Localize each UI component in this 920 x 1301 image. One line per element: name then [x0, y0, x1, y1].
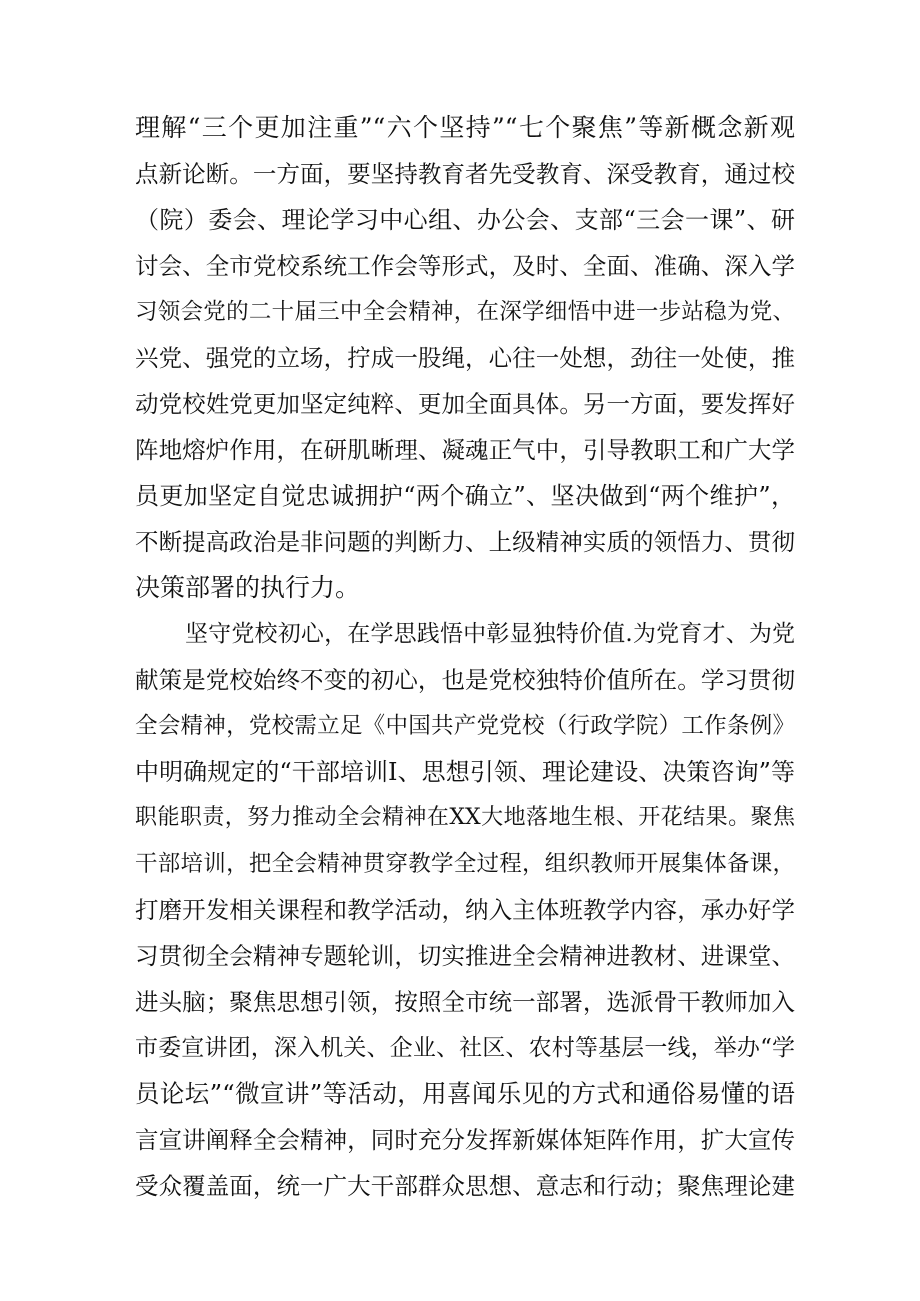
- text-line: 全会精神，党校需立足《中国共产党党校（行政学院）工作条例》: [135, 713, 795, 739]
- text-line: 动党校姓党更加坚定纯粹、更加全面具体。另一方面，要发挥好: [135, 390, 795, 418]
- text-line: 打磨开发相关课程和教学活动，纳入主体班教学内容，承办好学: [135, 896, 795, 924]
- text-line: 干部培训，把全会精神贯穿教学全过程，组织教师开展集体备课，: [135, 851, 795, 877]
- text-line: 讨会、全市党校系统工作会等形式，及时、全面、准确、深入学: [135, 252, 795, 280]
- text-line: 阵地熔炉作用，在研肌晰理、凝魂正气中，引导教职工和广大学: [135, 436, 795, 464]
- text-line: 市委宣讲团，深入机关、企业、社区、农村等基层一线，举办“学: [135, 1035, 795, 1061]
- text-line: 习领会党的二十届三中全会精神，在深学细悟中进一步站稳为党、: [135, 299, 795, 325]
- text-line: 理解“三个更加注重”“六个坚持”“七个聚焦”等新概念新观: [135, 113, 795, 142]
- text-line: 不断提高政治是非问题的判断力、上级精神实质的领悟力、贯彻: [135, 528, 795, 556]
- text-line: 点新论断。一方面，要坚持教育者先受教育、深受教育，通过校: [135, 160, 795, 188]
- text-line: 中明确规定的“干部培训I、思想引领、理论建设、决策咨询”等: [135, 758, 795, 786]
- text-line: 献策是党校始终不变的初心，也是党校独特价值所在。学习贯彻: [135, 666, 795, 694]
- text-line: 员论坛”“微宣讲”等活动，用喜闻乐见的方式和通俗易懂的语: [135, 1079, 795, 1108]
- text-line: 员更加坚定自觉忠诚拥护“两个确立”、坚决做到“两个维护”，: [135, 482, 795, 510]
- text-line: 进头脑；聚焦思想引领，按照全市统一部署，选派骨干教师加入: [135, 988, 795, 1016]
- text-line: （院）委会、理论学习中心组、办公会、支部“三会一课”、研: [135, 206, 795, 234]
- text-line: 坚守党校初心，在学思践悟中彰显独特价值.为党育才、为党: [185, 621, 795, 647]
- text-line: 职能职责，努力推动全会精神在XX大地落地生根、开花结果。聚焦: [135, 805, 795, 830]
- text-line: 习贯彻全会精神专题轮训，切实推进全会精神进教材、进课堂、: [135, 942, 795, 970]
- text-line: 言宣讲阐释全会精神，同时充分发挥新媒体矩阵作用，扩大宣传: [135, 1126, 795, 1154]
- text-line: 兴党、强党的立场，拧成一股绳，心往一处想，劲往一处使，推: [135, 344, 795, 372]
- text-line: 受众覆盖面，统一广大干部群众思想、意志和行动；聚焦理论建: [135, 1172, 795, 1200]
- text-line: 决策部署的执行力。: [135, 573, 361, 602]
